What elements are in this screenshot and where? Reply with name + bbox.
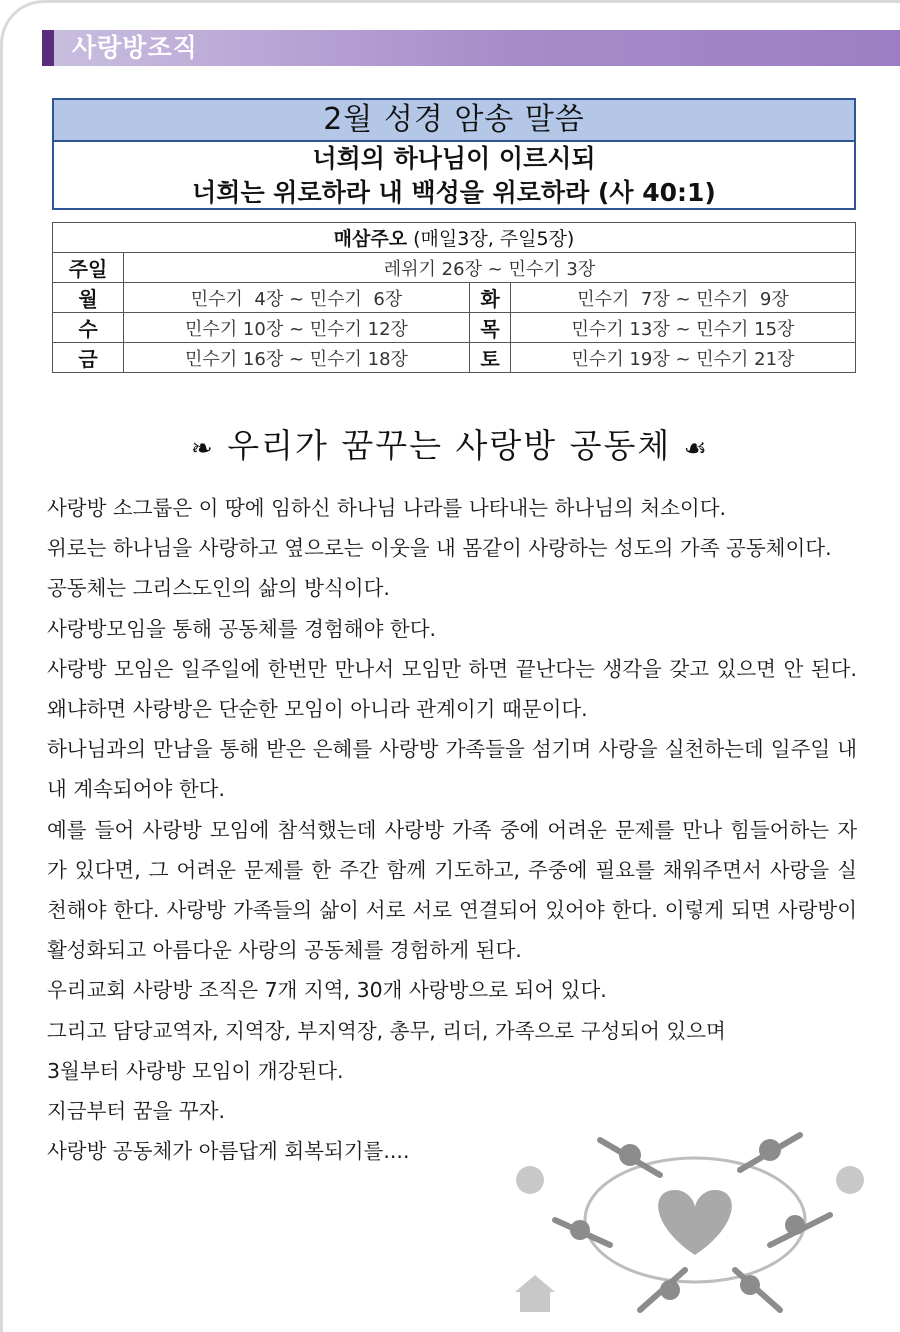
paragraph: 예를 들어 사랑방 모임에 참석했는데 사랑방 가족 중에 어려운 문제를 만나 힘들어하는 자가 있다면, 그 어려운 문제를 한 주간 함께 기도하고, 주중에 필요를 채워주면서 사랑을 실천해야 한다. 사랑방 가족들의 삶이 서로 서로 연결되어 있어야 한다. 이렇게 되면 사랑방이 활성화되고 아름다운 사랑의 공동체를 경험하게 된다.: [47, 817, 857, 963]
paragraph: 사랑방 모임은 일주일에 한번만 만나서 모임만 하면 끝난다는 생각을 갖고 있으면 안 된다. 왜냐하면 사랑방은 단순한 모임이 아니라 관계이기 때문이다.: [47, 656, 857, 722]
header-marker: [42, 30, 54, 66]
reading-range: 민수기 4장 ~ 민수기 6장: [124, 283, 470, 313]
reading-range: 민수기 16장 ~ 민수기 18장: [124, 343, 470, 373]
community-illustration: [500, 1120, 880, 1320]
reading-range: 민수기 13장 ~ 민수기 15장: [511, 313, 856, 343]
paragraph: 3월부터 사랑방 모임이 개강된다.: [47, 1058, 344, 1083]
section-header: [42, 30, 900, 66]
day-label: 토: [470, 343, 511, 373]
reading-range: 민수기 7장 ~ 민수기 9장: [511, 283, 856, 313]
section-title: 사랑방조직: [72, 33, 198, 62]
paragraph: 위로는 하나님을 사랑하고 옆으로는 이웃을 내 몸같이 사랑하는 성도의 가족 공동체이다.: [47, 536, 832, 561]
table-row: [53, 313, 856, 343]
paragraph: 지금부터 꿈을 꾸자.: [47, 1099, 225, 1124]
memory-verse-box: [52, 98, 856, 210]
article-title: 우리가 꿈꾸는 사랑방 공동체: [227, 426, 672, 465]
day-label: 화: [470, 283, 511, 313]
article-body: [47, 488, 857, 1171]
paragraph: 우리교회 사랑방 조직은 7개 지역, 30개 사랑방으로 되어 있다.: [47, 978, 607, 1003]
reading-plan-note: (매일3장, 주일5장): [413, 228, 575, 250]
paragraph: 사랑방 공동체가 아름답게 회복되기를....: [47, 1139, 410, 1164]
flourish-left-icon: ❧: [190, 434, 215, 464]
flourish-right-icon: ☙: [683, 434, 710, 464]
reading-plan-name: 매삼주오: [333, 228, 408, 250]
day-label: 월: [53, 283, 124, 313]
memory-verse-line-1: 너희의 하나님이 이르시되: [312, 144, 596, 173]
paragraph: 사랑방모임을 통해 공동체를 경험해야 한다.: [47, 616, 437, 641]
paragraph: 사랑방 소그룹은 이 땅에 임하신 하나님 나라를 나타내는 하나님의 처소이다.: [47, 496, 727, 520]
bible-reading-table: [52, 222, 856, 373]
memory-verse-title: 2월 성경 암송 말씀: [54, 100, 854, 142]
reading-range: 레위기 26장 ~ 민수기 3장: [124, 253, 856, 283]
day-label: 금: [53, 343, 124, 373]
reading-range: 민수기 19장 ~ 민수기 21장: [511, 343, 856, 373]
table-row: [53, 343, 856, 373]
article-heading: [0, 420, 900, 467]
paragraph: 그리고 담당교역자, 지역장, 부지역장, 총무, 리더, 가족으로 구성되어 있으며: [47, 1018, 726, 1043]
reading-table-header: [53, 223, 856, 253]
memory-verse-line-2: 너희는 위로하라 내 백성을 위로하라 (사 40:1): [192, 178, 716, 207]
day-label: 수: [53, 313, 124, 343]
day-label: 목: [470, 313, 511, 343]
day-label: 주일: [53, 253, 124, 283]
paragraph: 하나님과의 만남을 통해 받은 은혜를 사랑방 가족들을 섬기며 사랑을 실천하는데 일주일 내내 계속되어야 한다.: [47, 737, 857, 802]
table-row: [53, 283, 856, 313]
paragraph: 공동체는 그리스도인의 삶의 방식이다.: [47, 576, 390, 601]
reading-range: 민수기 10장 ~ 민수기 12장: [124, 313, 470, 343]
